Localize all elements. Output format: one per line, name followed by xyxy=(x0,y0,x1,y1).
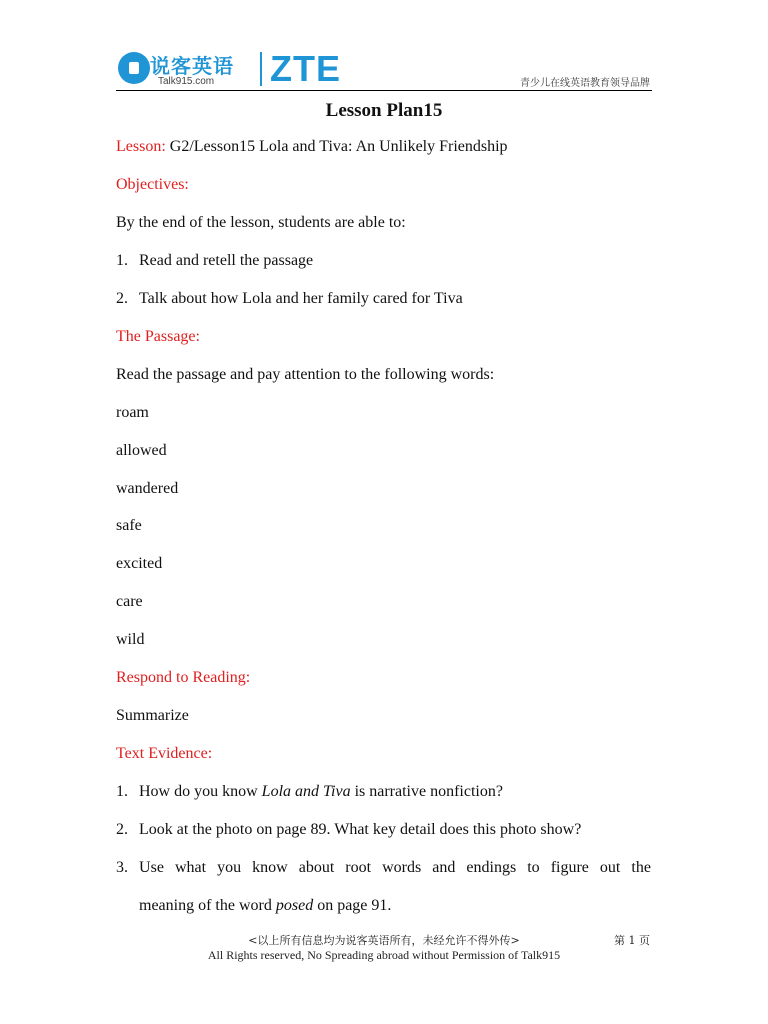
question-3-line-2 xyxy=(139,897,391,915)
question-word: and xyxy=(432,859,456,876)
question-number: 3. xyxy=(116,859,128,876)
header-divider xyxy=(116,90,652,91)
lesson-line xyxy=(116,138,508,156)
question-text: meaning of the word xyxy=(139,897,276,914)
vocab-word: wandered xyxy=(116,480,179,497)
evidence-question-3 xyxy=(116,859,651,877)
lesson-label: Lesson: xyxy=(116,138,166,155)
question-number: 1. xyxy=(116,783,128,800)
zte-logo: ZTE xyxy=(270,48,341,89)
evidence-question-1 xyxy=(116,783,503,801)
question-word: root xyxy=(345,859,372,876)
question-number: 2. xyxy=(116,821,128,838)
page-title: Lesson Plan15 xyxy=(325,100,443,121)
objective-number: 1. xyxy=(116,252,128,269)
objectives-intro: By the end of the lesson, students are able to: xyxy=(116,214,406,231)
logo-chinese-text: 说客英语 xyxy=(150,54,234,78)
question-text: Look at the photo on page 89. What key detail does this photo show? xyxy=(139,821,582,838)
passage-intro: Read the passage and pay attention to the following words: xyxy=(116,366,495,383)
objective-text: Read and retell the passage xyxy=(139,252,314,269)
question-3-line-1 xyxy=(116,859,651,877)
evidence-heading: Text Evidence: xyxy=(116,745,213,762)
question-word: words xyxy=(382,859,422,876)
question-word: out xyxy=(599,859,621,876)
question-word: figure xyxy=(550,859,589,876)
question-emphasis: Lola and Tiva xyxy=(261,783,351,800)
question-word: Use xyxy=(139,859,164,876)
lesson-value: G2/Lesson15 Lola and Tiva: An Unlikely Friendship xyxy=(165,138,508,155)
footer-notice-chinese: <以上所有信息均为说客英语所有，未经允许不得外传> xyxy=(248,934,520,947)
question-word: the xyxy=(631,859,651,876)
objective-text: Talk about how Lola and her family cared for Tiva xyxy=(139,290,463,307)
question-emphasis: posed xyxy=(275,897,314,914)
vocab-word: excited xyxy=(116,555,163,572)
question-word: what xyxy=(174,859,207,876)
objectives-heading: Objectives: xyxy=(116,176,189,193)
respond-text: Summarize xyxy=(116,707,189,724)
objective-item xyxy=(116,290,463,308)
question-text: on page 91. xyxy=(313,897,392,914)
vocab-word: safe xyxy=(116,517,142,534)
logo-site-text: Talk915.com xyxy=(158,76,215,87)
question-word: to xyxy=(527,859,540,876)
evidence-question-2 xyxy=(116,821,581,839)
vocab-word: wild xyxy=(116,631,145,648)
header-tagline: 青少儿在线英语教育领导品牌 xyxy=(520,78,650,89)
objective-number: 2. xyxy=(116,290,128,307)
vocab-word: allowed xyxy=(116,442,167,459)
footer-notice-english: All Rights reserved, No Spreading abroad without Permission of Talk915 xyxy=(207,948,561,962)
question-text: How do you know xyxy=(139,783,262,800)
vocab-word: roam xyxy=(116,404,149,421)
question-word: know xyxy=(252,859,288,876)
question-word: you xyxy=(217,859,242,876)
logo-divider xyxy=(260,52,262,86)
question-word: endings xyxy=(466,859,517,876)
passage-heading: The Passage: xyxy=(116,328,200,345)
question-word: about xyxy=(298,859,335,876)
respond-heading: Respond to Reading: xyxy=(116,669,251,686)
talk915-logo-icon xyxy=(118,52,150,84)
question-text: is narrative nonfiction? xyxy=(350,783,503,800)
objective-item xyxy=(116,252,313,270)
talk915-logo xyxy=(118,46,341,92)
page-number: 第 1 页 xyxy=(614,934,650,947)
vocab-word: care xyxy=(116,593,143,610)
